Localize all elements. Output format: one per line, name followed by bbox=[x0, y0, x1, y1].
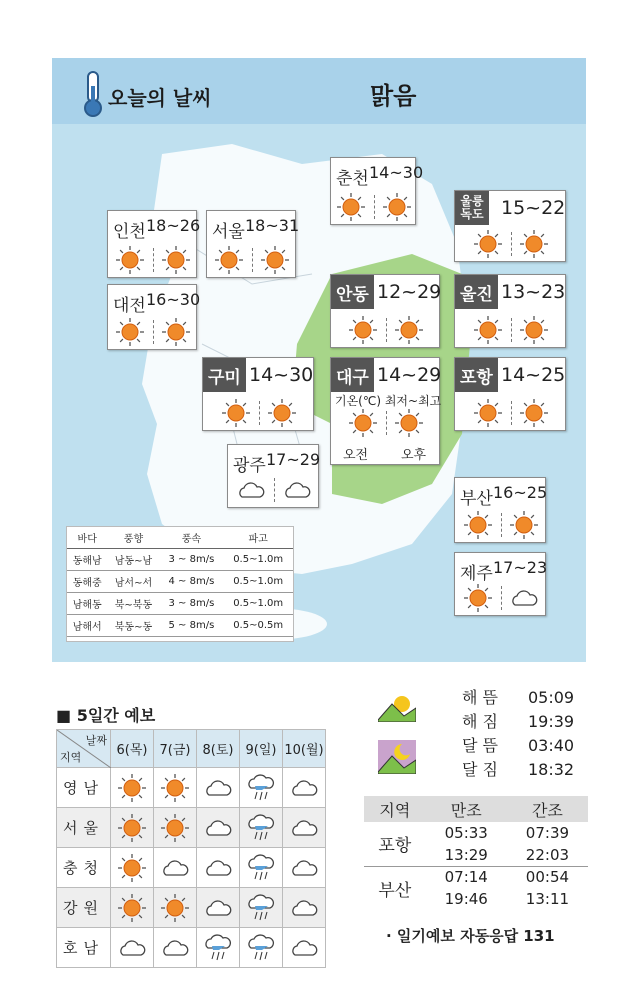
city-name: 구미 bbox=[203, 358, 246, 392]
forecast-cell bbox=[111, 768, 154, 808]
tide-header: 간조 bbox=[507, 796, 588, 822]
divider bbox=[153, 248, 154, 272]
cloud-icon bbox=[117, 933, 147, 963]
moonset-label: 달 짐 bbox=[462, 760, 498, 779]
forecast-cell bbox=[154, 888, 197, 928]
forecast-cell bbox=[197, 768, 240, 808]
table-row bbox=[57, 808, 326, 848]
sun-icon bbox=[161, 245, 191, 275]
sea-cell: 0.5~1.0m bbox=[223, 549, 293, 571]
sun-icon bbox=[463, 583, 493, 613]
forecast-cell bbox=[154, 808, 197, 848]
corner-bottom-label: 지역 bbox=[60, 751, 82, 764]
city-box bbox=[330, 274, 440, 348]
sea-cell: 남해동 bbox=[67, 593, 107, 615]
rain-icon bbox=[246, 933, 276, 963]
city-temp: 12~29 bbox=[377, 281, 442, 303]
forecast-title: ■ 5일간 예보 bbox=[56, 706, 156, 725]
pm-label: 오후 bbox=[401, 448, 427, 463]
city-box bbox=[107, 284, 201, 350]
sunrise-label: 해 뜸 bbox=[462, 688, 498, 707]
sun-icon bbox=[160, 813, 190, 843]
sea-cell: 0.5~1.0m bbox=[223, 571, 293, 593]
forecast-region: 충청 bbox=[57, 848, 111, 888]
forecast-cell bbox=[154, 928, 197, 968]
sea-cell: 남동~남 bbox=[107, 549, 159, 571]
divider bbox=[511, 318, 512, 342]
rain-icon bbox=[246, 813, 276, 843]
forecast-region: 호남 bbox=[57, 928, 111, 968]
forecast-cell bbox=[283, 768, 326, 808]
sun-icon bbox=[336, 192, 366, 222]
sun-icon bbox=[117, 853, 147, 883]
forecast-region: 영남 bbox=[57, 768, 111, 808]
table-row bbox=[67, 549, 293, 571]
sea-cell: 동해중 bbox=[67, 571, 107, 593]
forecast-cell bbox=[283, 888, 326, 928]
forecast-day-header: 7(금) bbox=[154, 730, 197, 768]
sea-cell: 5 ~ 8m/s bbox=[160, 615, 224, 637]
sea-cell: 3 ~ 8m/s bbox=[160, 593, 224, 615]
cloud-icon bbox=[289, 853, 319, 883]
city-name: 울릉 독도 bbox=[455, 191, 489, 225]
tide-low: 22:03 bbox=[525, 845, 570, 864]
forecast-cell bbox=[111, 928, 154, 968]
am-label: 오전 bbox=[343, 448, 369, 463]
sea-cell: 0.5~0.5m bbox=[223, 615, 293, 637]
city-temp: 13~23 bbox=[501, 281, 566, 303]
cloud-icon bbox=[289, 813, 319, 843]
moonset-time: 18:32 bbox=[528, 760, 575, 779]
cloud-icon bbox=[203, 813, 233, 843]
city-temp: 18~31 bbox=[245, 216, 300, 235]
city-box bbox=[227, 444, 319, 508]
city-temp: 14~29 bbox=[377, 364, 442, 386]
table-row bbox=[57, 888, 326, 928]
forecast-day-header: 6(목) bbox=[111, 730, 154, 768]
tide-low: 13:11 bbox=[525, 890, 570, 908]
city-name: 인천 bbox=[113, 222, 146, 242]
temp-legend: 기온(℃) 최저~최고 bbox=[335, 394, 442, 408]
sun-icon bbox=[267, 398, 297, 428]
tide-low: 00:54 bbox=[507, 866, 588, 888]
divider bbox=[501, 513, 502, 537]
page-title: 오늘의 날씨 bbox=[108, 86, 212, 110]
city-name: 광주 bbox=[233, 456, 266, 476]
city-temp: 18~26 bbox=[146, 216, 201, 235]
forecast-cell bbox=[240, 928, 283, 968]
table-row bbox=[67, 615, 293, 637]
sea-cell: 동해남 bbox=[67, 549, 107, 571]
city-name: 안동 bbox=[331, 275, 374, 309]
moonrise-time: 03:40 bbox=[528, 736, 575, 755]
sunrise-time: 05:09 bbox=[528, 688, 575, 707]
cloud-icon bbox=[236, 475, 266, 505]
forecast-region: 서울 bbox=[57, 808, 111, 848]
tide-table bbox=[364, 796, 588, 910]
divider bbox=[274, 478, 275, 502]
sun-icon bbox=[214, 245, 244, 275]
cloud-icon bbox=[289, 933, 319, 963]
city-temp: 17~29 bbox=[266, 450, 321, 469]
forecast-table bbox=[56, 729, 326, 968]
divider bbox=[511, 401, 512, 425]
table-row bbox=[364, 822, 588, 844]
thermometer-icon bbox=[80, 70, 106, 118]
header-bar bbox=[52, 58, 586, 124]
cloud-icon bbox=[203, 893, 233, 923]
sea-cell: 4 ~ 8m/s bbox=[160, 571, 224, 593]
city-name: 춘천 bbox=[336, 169, 369, 189]
city-temp: 16~25 bbox=[493, 483, 548, 502]
forecast-cell bbox=[240, 848, 283, 888]
sea-cell: 북동~동 bbox=[107, 615, 159, 637]
sun-icon bbox=[509, 510, 539, 540]
city-name: 부산 bbox=[460, 489, 493, 509]
moonrise-label: 달 뜸 bbox=[462, 736, 498, 755]
table-row bbox=[57, 928, 326, 968]
sun-icon bbox=[117, 893, 147, 923]
cloud-icon bbox=[282, 475, 312, 505]
city-temp: 16~30 bbox=[146, 290, 201, 309]
divider bbox=[501, 586, 502, 610]
sea-conditions-table bbox=[66, 526, 294, 642]
tide-high: 07:14 bbox=[426, 866, 507, 888]
forecast-cell bbox=[283, 848, 326, 888]
sun-icon bbox=[473, 229, 503, 259]
sun-icon bbox=[260, 245, 290, 275]
divider bbox=[386, 318, 387, 342]
city-box bbox=[330, 157, 424, 225]
forecast-region: 강원 bbox=[57, 888, 111, 928]
forecast-cell bbox=[111, 888, 154, 928]
tide-header: 지역 bbox=[364, 796, 426, 822]
city-name: 제주 bbox=[460, 564, 493, 584]
sun-icon bbox=[463, 510, 493, 540]
rain-icon bbox=[246, 853, 276, 883]
table-row bbox=[364, 866, 588, 888]
sunrise-icon bbox=[378, 690, 416, 722]
city-name: 대전 bbox=[113, 296, 146, 316]
city-name: 포항 bbox=[455, 358, 498, 392]
forecast-cell bbox=[283, 928, 326, 968]
divider bbox=[374, 195, 375, 219]
cloud-icon bbox=[203, 773, 233, 803]
forecast-cell bbox=[154, 768, 197, 808]
tide-region: 부산 bbox=[364, 866, 426, 910]
forecast-corner bbox=[57, 730, 111, 768]
table-row bbox=[67, 571, 293, 593]
sunset-time: 19:39 bbox=[528, 712, 575, 731]
forecast-cell bbox=[240, 808, 283, 848]
rain-icon bbox=[246, 893, 276, 923]
cloud-icon bbox=[509, 583, 539, 613]
tide-region: 포항 bbox=[378, 836, 412, 857]
table-row bbox=[57, 768, 326, 808]
sea-cell: 북~북동 bbox=[107, 593, 159, 615]
sun-icon bbox=[117, 813, 147, 843]
sun-icon bbox=[221, 398, 251, 428]
cloud-icon bbox=[160, 933, 190, 963]
rain-icon bbox=[246, 773, 276, 803]
city-temp: 14~30 bbox=[369, 163, 424, 182]
city-box bbox=[202, 357, 314, 431]
sun-icon bbox=[382, 192, 412, 222]
forecast-cell bbox=[283, 808, 326, 848]
tide-high: 05:33 bbox=[444, 824, 488, 842]
forecast-cell bbox=[197, 928, 240, 968]
sun-icon bbox=[348, 315, 378, 345]
city-box bbox=[454, 552, 546, 616]
city-temp: 14~30 bbox=[249, 364, 314, 386]
cloud-icon bbox=[203, 853, 233, 883]
sea-header: 풍향 bbox=[107, 527, 159, 549]
divider bbox=[252, 248, 253, 272]
sun-icon bbox=[519, 229, 549, 259]
forecast-cell bbox=[154, 848, 197, 888]
city-box bbox=[454, 274, 566, 348]
table-row bbox=[67, 593, 293, 615]
divider bbox=[511, 232, 512, 256]
forecast-cell bbox=[197, 848, 240, 888]
tide-high: 13:29 bbox=[444, 845, 488, 864]
corner-top-label: 날짜 bbox=[85, 734, 107, 747]
forecast-cell bbox=[197, 888, 240, 928]
divider bbox=[259, 401, 260, 425]
cloud-icon bbox=[289, 893, 319, 923]
sun-icon bbox=[473, 398, 503, 428]
forecast-cell bbox=[240, 768, 283, 808]
sea-cell: 남서~서 bbox=[107, 571, 159, 593]
city-box bbox=[107, 210, 201, 278]
sun-icon bbox=[473, 315, 503, 345]
city-box bbox=[454, 477, 546, 543]
forecast-cell bbox=[240, 888, 283, 928]
sea-header: 파고 bbox=[223, 527, 293, 549]
forecast-cell bbox=[197, 808, 240, 848]
sea-cell: 남해서 bbox=[67, 615, 107, 637]
today-condition: 맑음 bbox=[370, 82, 417, 110]
sun-icon bbox=[115, 245, 145, 275]
forecast-cell bbox=[111, 848, 154, 888]
forecast-day-header: 10(월) bbox=[283, 730, 326, 768]
city-name: 울진 bbox=[455, 275, 498, 309]
sea-header: 바다 bbox=[67, 527, 107, 549]
city-name: 대구 bbox=[331, 358, 374, 392]
table-row bbox=[57, 848, 326, 888]
city-temp: 17~23 bbox=[493, 558, 548, 577]
sun-icon bbox=[348, 408, 378, 438]
sun-icon bbox=[161, 317, 191, 347]
sea-cell: 3 ~ 8m/s bbox=[160, 549, 224, 571]
sun-icon bbox=[519, 315, 549, 345]
tide-header: 만조 bbox=[426, 796, 507, 822]
sea-cell: 0.5~1.0m bbox=[223, 593, 293, 615]
city-temp: 14~25 bbox=[501, 364, 566, 386]
sunset-label: 해 짐 bbox=[462, 712, 498, 731]
cloud-icon bbox=[160, 853, 190, 883]
sun-icon bbox=[115, 317, 145, 347]
city-name: 서울 bbox=[212, 222, 245, 242]
city-box bbox=[454, 190, 566, 262]
cloud-icon bbox=[289, 773, 319, 803]
sea-header: 풍속 bbox=[160, 527, 224, 549]
divider bbox=[153, 320, 154, 344]
moon-icon bbox=[378, 740, 416, 774]
forecast-cell bbox=[111, 808, 154, 848]
city-box bbox=[330, 357, 440, 465]
city-box bbox=[454, 357, 566, 431]
sun-icon bbox=[394, 408, 424, 438]
forecast-day-header: 9(일) bbox=[240, 730, 283, 768]
sun-moon-times bbox=[462, 686, 574, 782]
tide-high: 19:46 bbox=[444, 890, 488, 908]
rain-icon bbox=[203, 933, 233, 963]
city-box bbox=[206, 210, 300, 278]
sun-icon bbox=[519, 398, 549, 428]
tide-low: 07:39 bbox=[525, 824, 570, 842]
sun-icon bbox=[160, 893, 190, 923]
sun-icon bbox=[117, 773, 147, 803]
city-temp: 15~22 bbox=[501, 197, 566, 219]
sun-icon bbox=[394, 315, 424, 345]
forecast-day-header: 8(토) bbox=[197, 730, 240, 768]
phone-service-note: · 일기예보 자동응답 131 bbox=[386, 927, 555, 945]
sun-icon bbox=[160, 773, 190, 803]
divider bbox=[386, 411, 387, 435]
